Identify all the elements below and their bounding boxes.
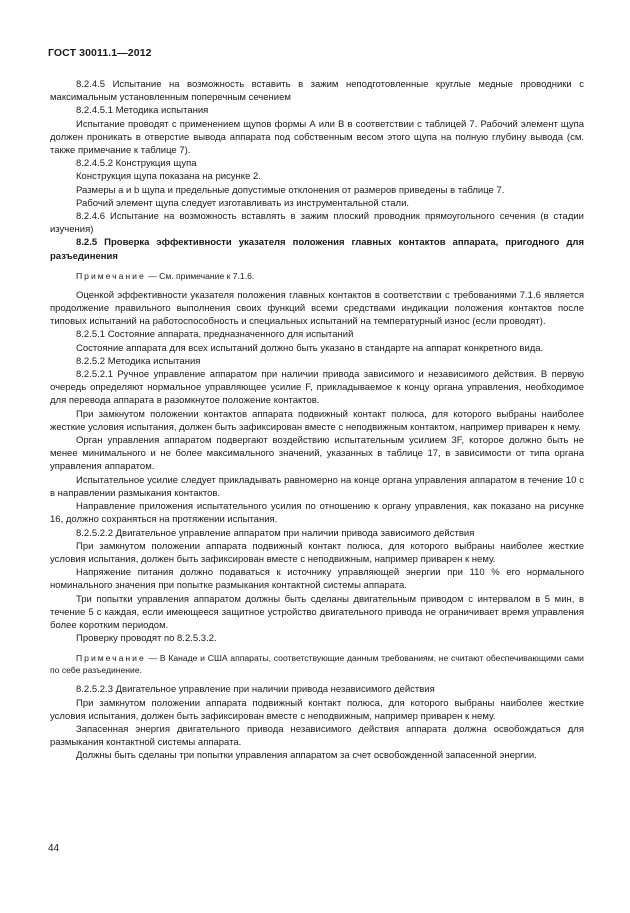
note-label: Примечание	[76, 270, 146, 281]
paragraph: При замкнутом положении аппарата подвижный контакт полюса, для которого выбраны наиболее жесткие условия испытания, должен быть зафиксирован вместе с неподвижным, например приварен к нему.	[50, 697, 584, 722]
note	[50, 652, 584, 676]
paragraph: 8.2.4.6 Испытание на возможность вставлять в зажим плоский проводник прямоугольного сечения (в стадии изучения)	[50, 211, 584, 236]
page-number: 44	[48, 843, 60, 854]
standard-title: ГОСТ 30011.1—2012	[48, 47, 152, 59]
paragraph: Рабочий элемент щупа следует изготавливать из инструментальной стали.	[76, 197, 410, 209]
note-label: Примечание	[76, 653, 146, 664]
paragraph: 8.2.5.2.2 Двигательное управление аппаратом при наличии привода зависимого действия	[76, 527, 475, 539]
note-text: — См. примечание к 7.1.6.	[145, 270, 255, 281]
paragraph: 8.2.4.5.2 Конструкция щупа	[76, 158, 197, 170]
note-text: — В Канаде и США аппараты, соответствующие данным требованиям, не считают обеспечивающими сами по себе разъединение.	[50, 653, 584, 676]
paragraph: Состояние аппарата для всех испытаний должно быть указано в стандарте на аппарат конкретного вида.	[76, 342, 544, 354]
note	[50, 270, 584, 282]
paragraph: При замкнутом положении контактов аппарата подвижный контакт полюса, для которого выбраны наиболее жесткие условия испытания, должен быть зафиксирован вместе с неподвижным контактом, например приварен к нему.	[50, 408, 584, 433]
paragraph: Запасенная энергия двигательного привода независимого действия аппарата должна освобождаться для размыкания контактной системы аппарата.	[50, 723, 584, 749]
paragraph: Размеры a и b щупа и предельные допустимые отклонения от размеров приведены в таблице 7.	[76, 184, 505, 196]
paragraph: 8.2.4.5.1 Методика испытания	[76, 105, 209, 117]
paragraph: Три попытки управления аппаратом должны быть сделаны двигательным приводом с интервалом в 5 мин, в течение 5 с каждая, если имеющееся защитное устройство двигательного привода не ограничивает время управления более коротким периодом.	[50, 593, 584, 631]
section-heading: 8.2.5 Проверка эффективности указателя положения главных контактов аппарата, пригодного для разъединения	[50, 237, 584, 262]
paragraph: При замкнутом положении аппарата подвижный контакт полюса, для которого выбраны наиболее жесткие условия испытания, должен быть зафиксирован вместе с неподвижным, например приварен к нему.	[50, 540, 584, 565]
paragraph: Должны быть сделаны три попытки управления аппаратом за счет освобожденной запасенной энергии.	[76, 750, 537, 762]
paragraph: Испытание проводят с применением щупов формы А или В в соответствии с таблицей 7. Рабочий элемент щупа должен проникать в отверстие вывода аппарата под собственным весом этого щупа на полную глубину вывода (см. также примечание к таблице 7).	[50, 118, 584, 157]
paragraph: 8.2.5.2.3 Двигательное управление при наличии привода независимого действия	[76, 684, 435, 696]
paragraph: Конструкция щупа показана на рисунке 2.	[76, 171, 261, 183]
paragraph: Напряжение питания должно подаваться к источнику управляющей энергии при 110 % его нормального номинального значения при попытке размыкания контактной системы аппарата.	[50, 567, 584, 592]
paragraph: 8.2.5.2 Методика испытания	[76, 355, 201, 367]
document-body	[50, 78, 584, 763]
paragraph: 8.2.5.2.1 Ручное управление аппаратом при наличии привода зависимого и независимого действия. В первую очередь определяют нормальное управляющее усилие F, прикладываемое к концу органа управления, необходимое для перевода аппарата в разомкнутое положение контактов.	[50, 369, 584, 407]
paragraph: Орган управления аппаратом подвергают воздействию испытательным усилием 3F, которое должно быть не менее минимального и не более максимального значений, указанных в таблице 17, в зависимости от типа органа управления аппаратом.	[50, 435, 584, 473]
paragraph: Оценкой эффективности указателя положения главных контактов в соответствии с требованиями 7.1.6 является продолжение правильного выполнения своих функций всеми средствами индикации положения контактов после типовых испытаний на работоспособность и специальных испытаний на температурный износ (если проводят).	[50, 289, 584, 328]
paragraph: 8.2.5.1 Состояние аппарата, предназначенного для испытаний	[76, 329, 354, 341]
paragraph: Направление приложения испытательного усилия по отношению к органу управления, как показано на рисунке 16, должно сохраняться на протяжении испытания.	[50, 501, 584, 526]
paragraph: 8.2.4.5 Испытание на возможность вставить в зажим неподготовленные круглые медные проводники с максимальным установленным поперечным сечением	[50, 79, 584, 104]
paragraph: Испытательное усилие следует прикладывать равномерно на конце органа управления аппаратом в течение 10 с в направлении размыкания контактов.	[50, 474, 584, 499]
paragraph: Проверку проводят по 8.2.5.3.2.	[76, 633, 217, 645]
